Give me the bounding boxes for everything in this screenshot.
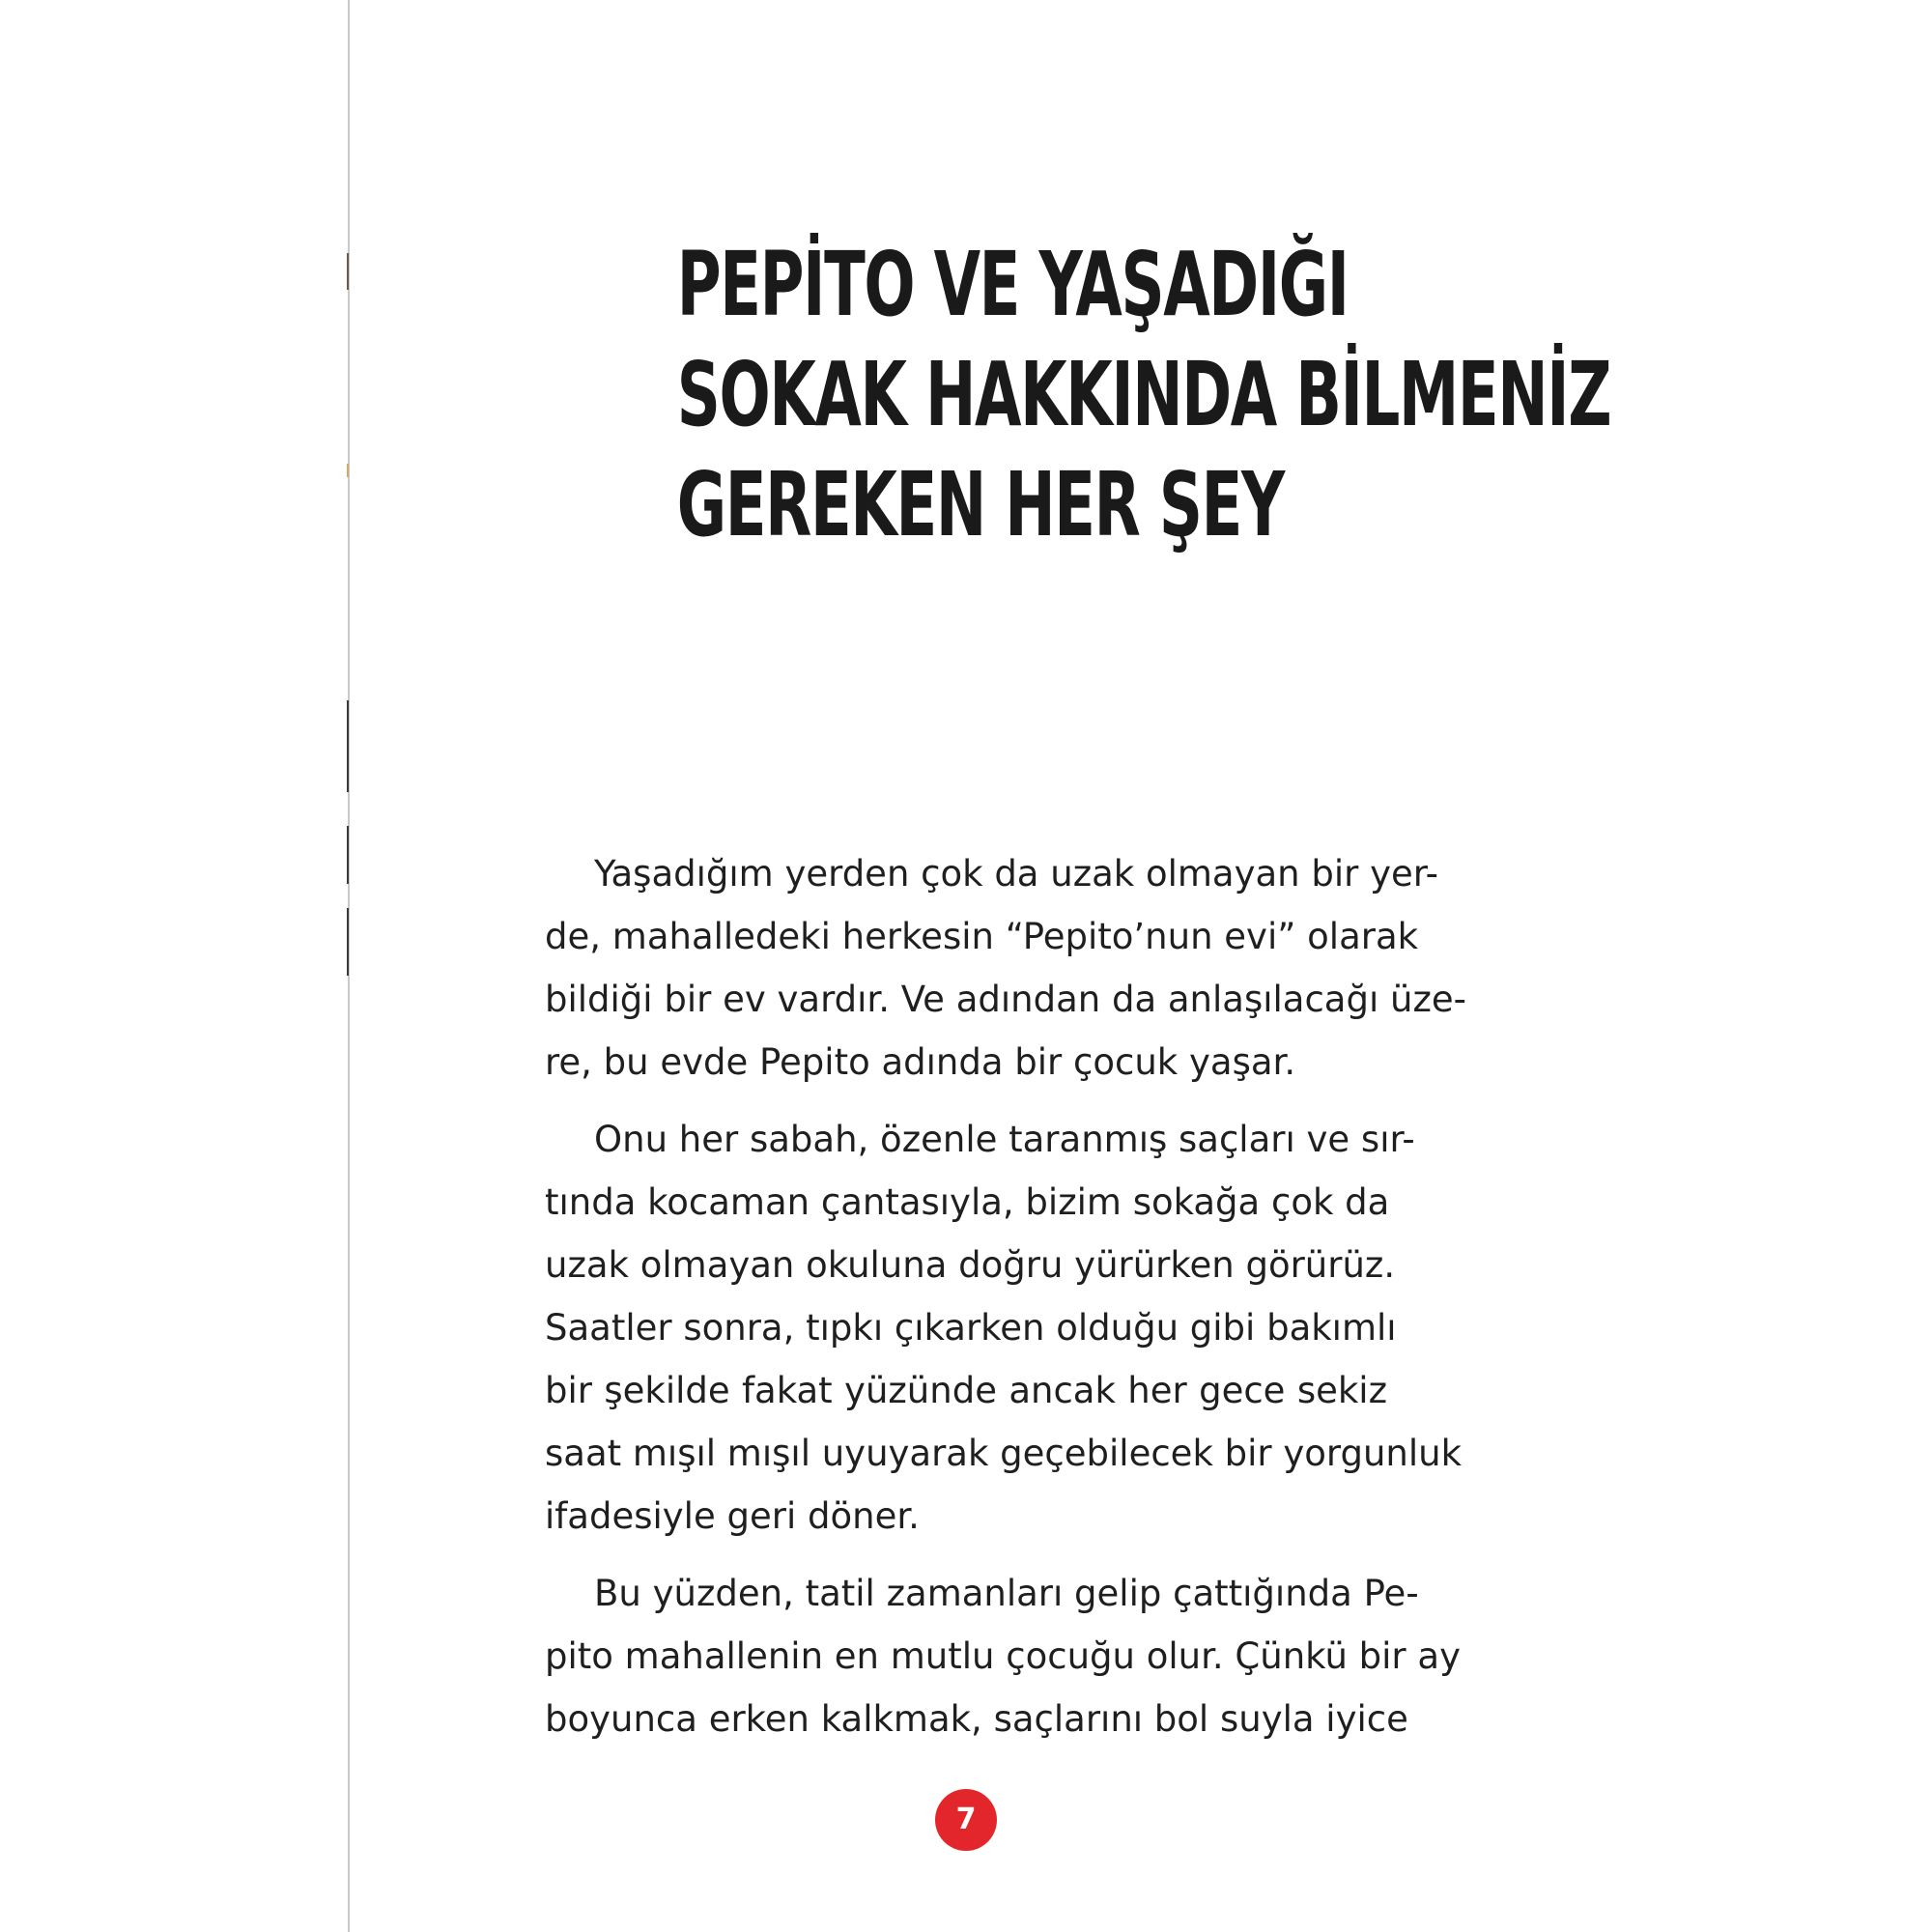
text-line: uzak olmayan okuluna doğru yürürken görürüz.	[545, 1244, 1396, 1286]
gutter-mark	[347, 826, 349, 884]
gutter-mark	[347, 908, 349, 976]
gutter-mark	[347, 253, 349, 290]
page-number-badge: 7	[935, 1789, 997, 1851]
text-line: Yaşadığım yerden çok da uzak olmayan bir yer-	[594, 853, 1438, 895]
text-line: de, mahalledeki herkesin “Pepito’nun evi” olarak	[545, 916, 1419, 957]
text-line: bildiği bir ev vardır. Ve adından da anlaşılacağı üze-	[545, 979, 1466, 1020]
gutter-mark	[347, 700, 349, 792]
text-line: bir şekilde fakat yüzünde ancak her gece sekiz	[545, 1370, 1387, 1411]
chapter-title-line: SOKAK HAKKINDA BİLMENİZ	[676, 343, 1611, 446]
gutter-mark	[347, 464, 349, 477]
chapter-title	[676, 230, 1611, 560]
text-line: boyunca erken kalkmak, saçlarını bol suyla iyice	[545, 1698, 1408, 1740]
text-line: saat mışıl mışıl uyuyarak geçebilecek bir yorgunluk	[545, 1433, 1463, 1474]
paragraph-3	[545, 1562, 1461, 1750]
text-line: Onu her sabah, özenle taranmış saçları ve sır-	[594, 1119, 1415, 1160]
text-line: Saatler sonra, tıpkı çıkarken olduğu gibi bakımlı	[545, 1307, 1397, 1349]
text-line: re, bu evde Pepito adında bir çocuk yaşar.	[545, 1041, 1296, 1083]
text-line: Bu yüzden, tatil zamanları gelip çattığında Pe-	[594, 1573, 1419, 1614]
chapter-title-line: PEPİTO VE YAŞADIĞI	[676, 233, 1349, 336]
text-line: tında kocaman çantasıyla, bizim sokağa çok da	[545, 1181, 1390, 1223]
paragraph-1	[545, 842, 1466, 1094]
body-text	[545, 842, 1466, 1765]
text-line: ifadesiyle geri döner.	[545, 1495, 920, 1537]
chapter-title-line: GEREKEN HER ŞEY	[676, 453, 1284, 556]
text-line: pito mahallenin en mutlu çocuğu olur. Çünkü bir ay	[545, 1635, 1461, 1677]
paragraph-2	[545, 1108, 1463, 1548]
